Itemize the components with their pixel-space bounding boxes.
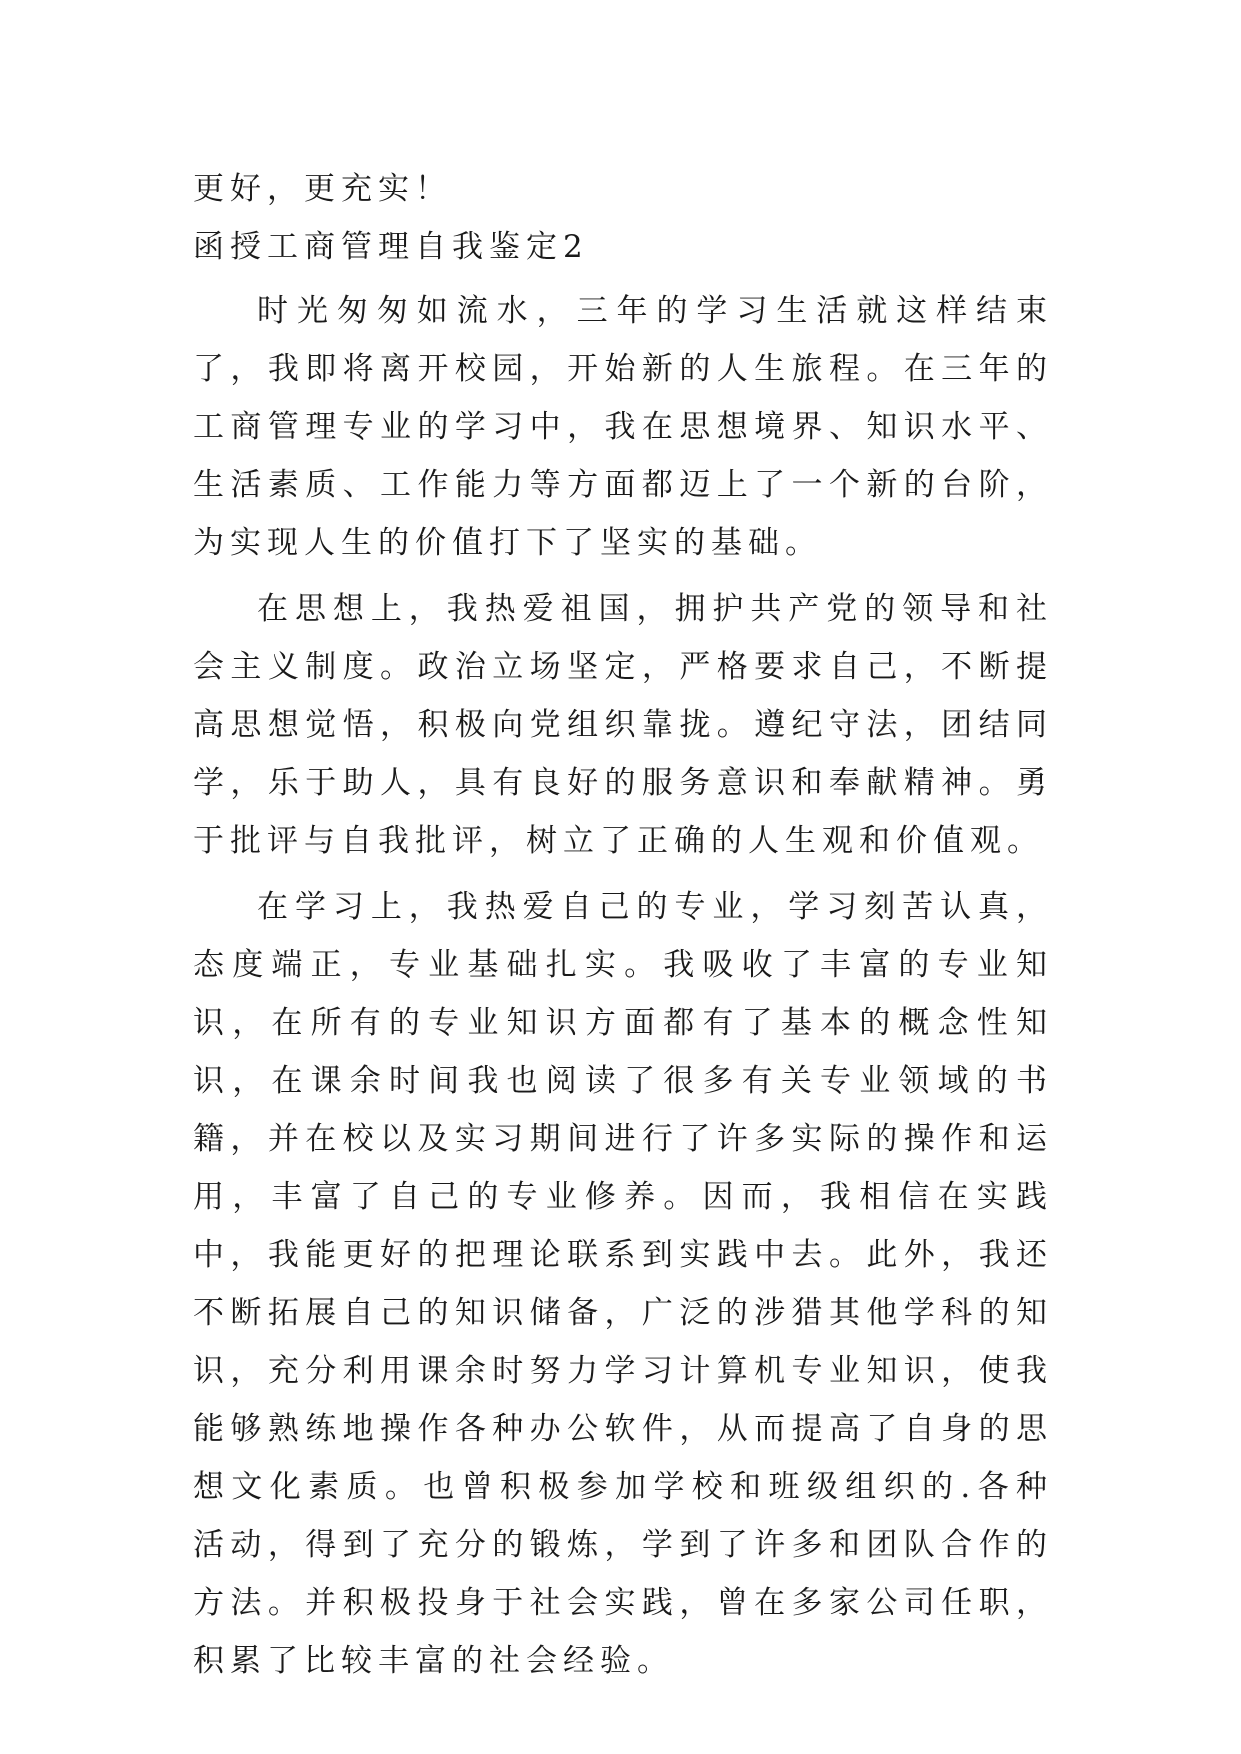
section-heading: 函授工商管理自我鉴定2 <box>193 229 589 265</box>
paragraph-intro: 时光匆匆如流水，三年的学习生活就这样结束了，我即将离开校园，开始新的人生旅程。在三年的工商管理专业的学习中，我在思想境界、知识水平、生活素质、工作能力等方面都迈上了一个新的台阶，为实现人生的价值打下了坚实的基础。 <box>193 293 1053 561</box>
paragraph-ideology: 在思想上，我热爱祖国，拥护共产党的领导和社会主义制度。政治立场坚定，严格要求自己，不断提高思想觉悟，积极向党组织靠拢。遵纪守法，团结同学，乐于助人，具有良好的服务意识和奉献精神。勇于批评与自我批评，树立了正确的人生观和价值观。 <box>193 591 1053 859</box>
paragraph-study: 在学习上，我热爱自己的专业，学习刻苦认真，态度端正，专业基础扎实。我吸收了丰富的专业知识，在所有的专业知识方面都有了基本的概念性知识，在课余时间我也阅读了很多有关专业领域的书籍，并在校以及实习期间进行了许多实际的操作和运用，丰富了自己的专业修养。因而，我相信在实践中，我能更好的把理论联系到实践中去。此外，我还不断拓展自己的知识储备，广泛的涉猎其他学科的知识，充分利用课余时努力学习计算机专业知识，使我能够熟练地操作各种办公软件，从而提高了自身的思想文化素质。也曾积极参加学校和班级组织的.各种活动，得到了充分的锻炼，学到了许多和团队合作的方法。并积极投身于社会实践，曾在多家公司任职，积累了比较丰富的社会经验。 <box>193 889 1053 1679</box>
document-body <box>193 160 1053 1698</box>
continuation-line: 更好，更充实！ <box>193 171 452 207</box>
